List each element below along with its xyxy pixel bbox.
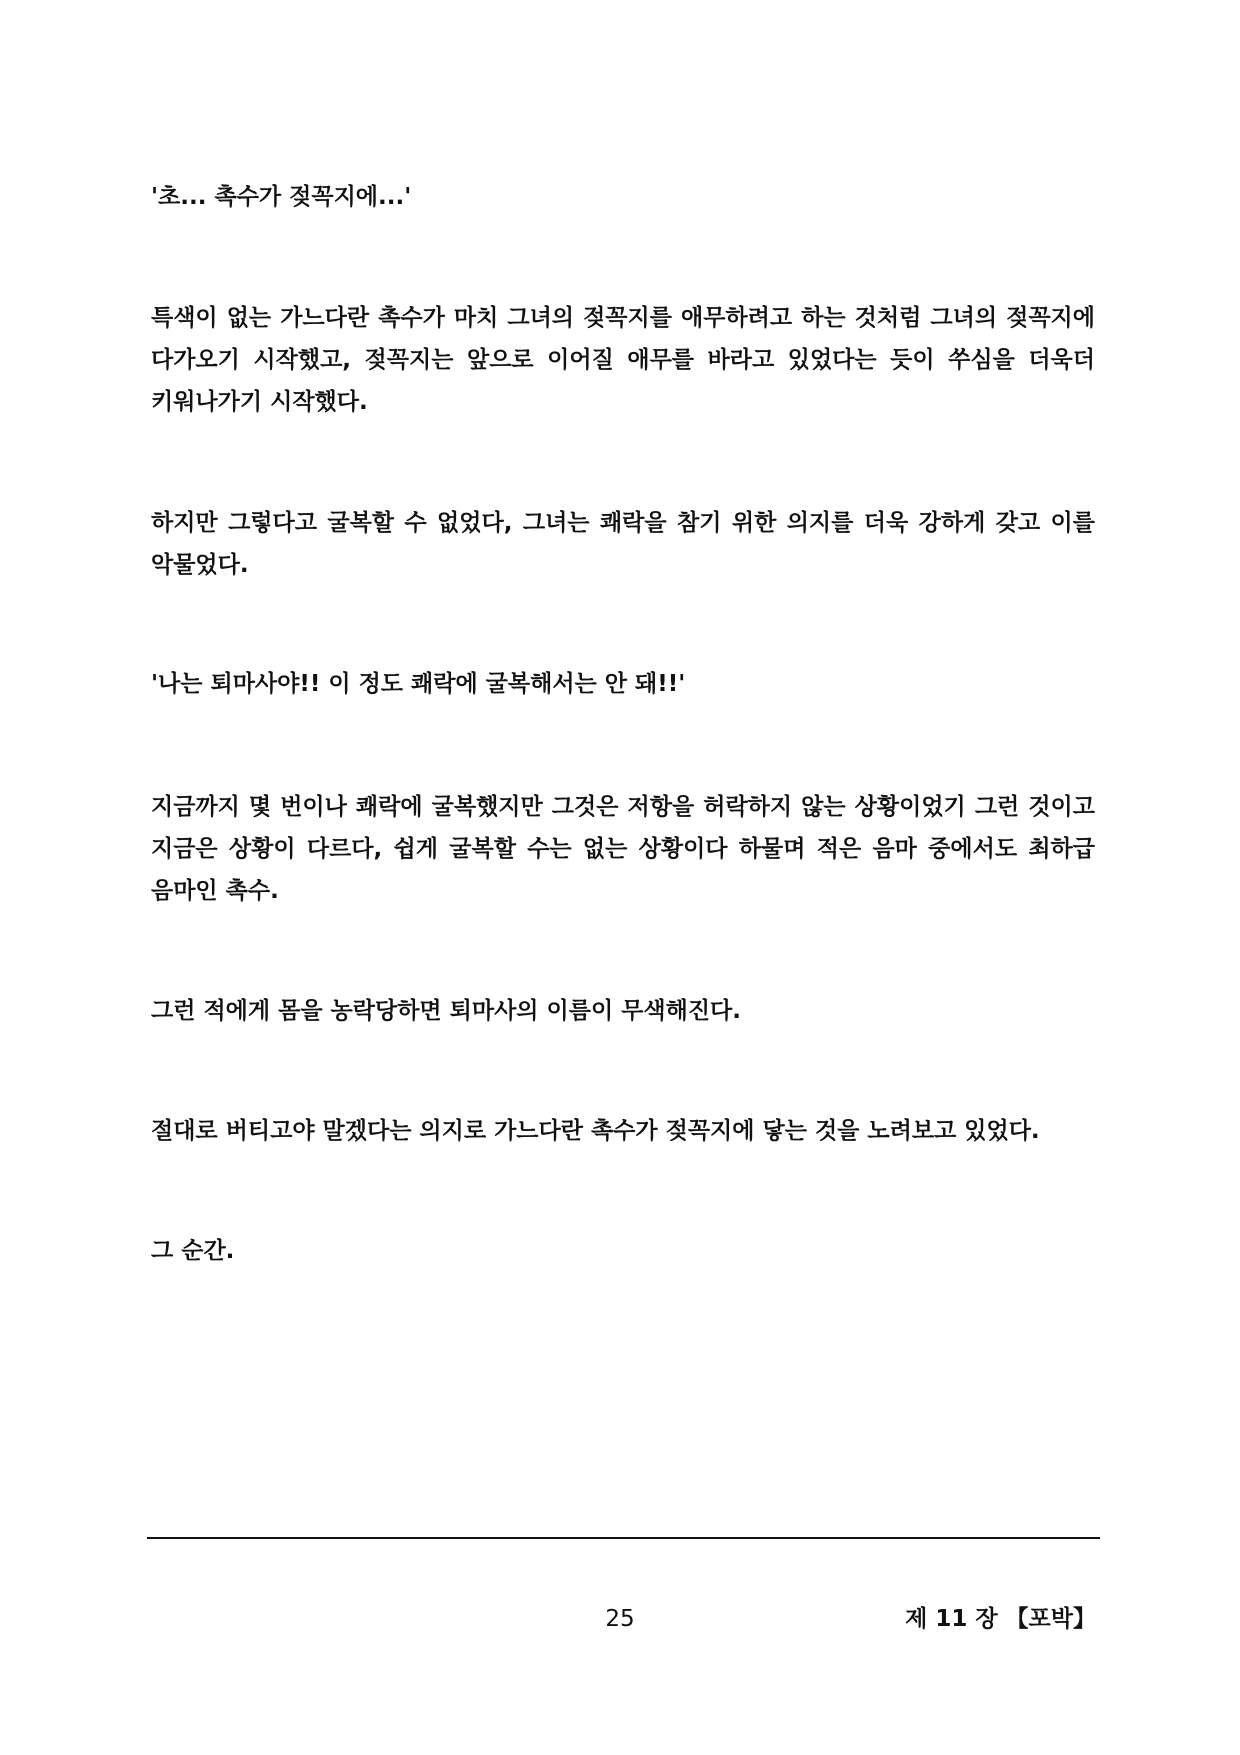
page-number: 25 bbox=[605, 1606, 635, 1632]
paragraph-narration-1: 특색이 없는 가느다란 촉수가 마치 그녀의 젖꼭지를 애무하려고 하는 것처럼 그녀의 젖꼭지에 다가오기 시작했고, 젖꼭지는 앞으로 이어질 애무를 바라고 있었다는 듯이 쑤심을 더욱더 키워나가기 시작했다. bbox=[151, 305, 1095, 415]
paragraph-dialogue-2: '나는 퇴마사야!! 이 정도 쾌락에 굴복해서는 안 돼!!' bbox=[151, 671, 686, 697]
paragraph-narration-2: 하지만 그렇다고 굴복할 수 없었다, 그녀는 쾌락을 참기 위한 의지를 더욱 강하게 갖고 이를 악물었다. bbox=[151, 510, 1095, 578]
paragraph-narration-4: 그런 적에게 몸을 농락당하면 퇴마사의 이름이 무색해진다. bbox=[151, 998, 742, 1024]
paragraph-narration-3: 지금까지 몇 번이나 쾌락에 굴복했지만 그것은 저항을 허락하지 않는 상황이었기 그런 것이고 지금은 상황이 다르다, 쉽게 굴복할 수는 없는 상황이다 하물며 적은 음마 중에서도 최하급 음마인 촉수. bbox=[151, 794, 1095, 904]
chapter-title: 제 11 장 【포박】 bbox=[905, 1606, 1096, 1632]
paragraph-dialogue-1: '초... 촉수가 젖꼭지에...' bbox=[151, 184, 412, 210]
paragraph-narration-6: 그 순간. bbox=[151, 1238, 235, 1264]
footer-divider bbox=[147, 1537, 1100, 1539]
paragraph-narration-5: 절대로 버티고야 말겠다는 의지로 가느다란 촉수가 젖꼭지에 닿는 것을 노려보고 있었다. bbox=[151, 1118, 1040, 1144]
